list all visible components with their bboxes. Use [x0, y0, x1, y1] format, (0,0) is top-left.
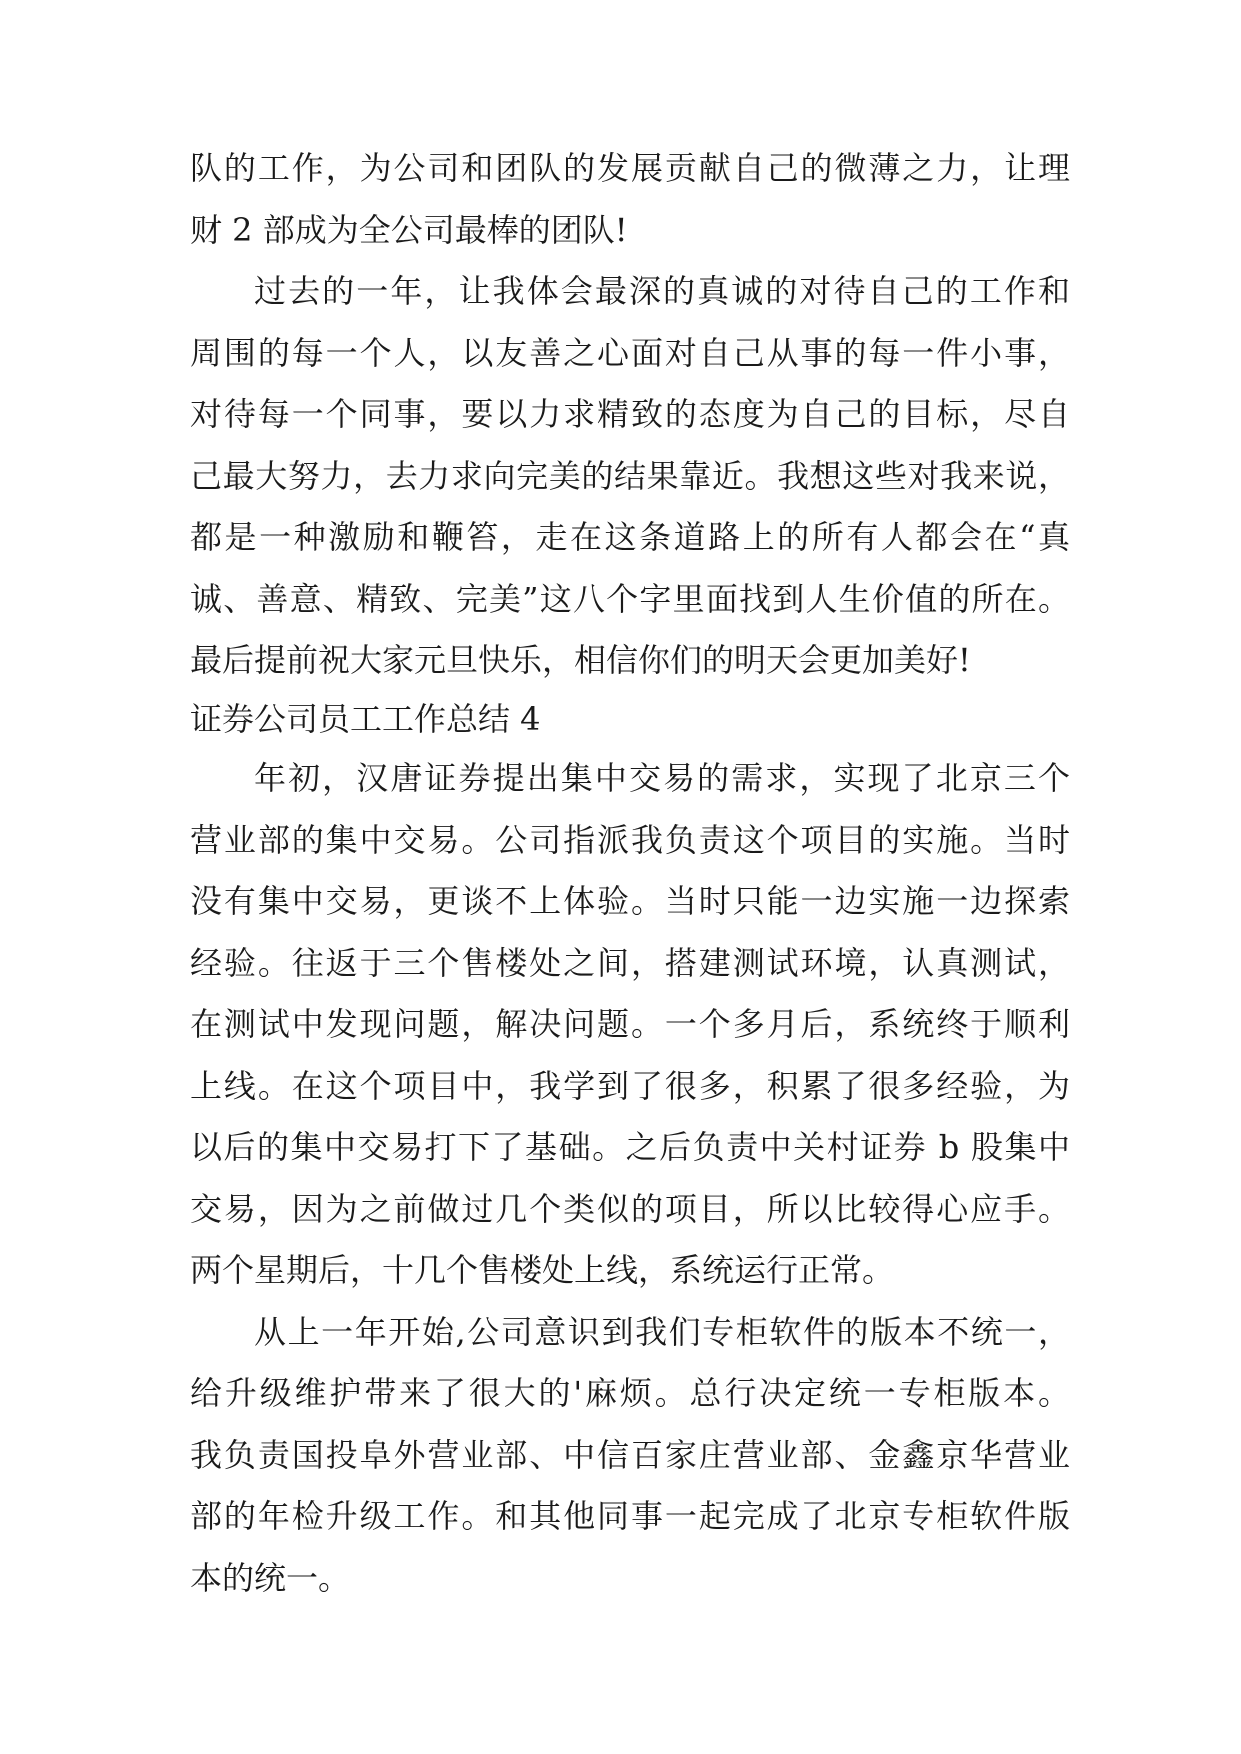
text-line: 从上一年开始,公司意识到我们专柜软件的版本不统一， — [254, 1313, 1070, 1351]
text-line: 周围的每一个人，以友善之心面对自己从事的每一件小事， — [190, 334, 1070, 372]
text-line: 交易，因为之前做过几个类似的项目，所以比较得心应手。 — [190, 1190, 1070, 1228]
text-line: 经验。往返于三个售楼处之间，搭建测试环境，认真测试， — [190, 944, 1070, 982]
text-line: 年初，汉唐证券提出集中交易的需求，实现了北京三个 — [254, 759, 1070, 797]
text-line: 财 2 部成为全公司最棒的团队! — [190, 211, 628, 249]
text-line: 队的工作，为公司和团队的发展贡献自己的微薄之力，让理 — [190, 149, 1070, 187]
text-line: 过去的一年，让我体会最深的真诚的对待自己的工作和 — [254, 272, 1070, 310]
text-line: 诚、善意、精致、完美”这八个字里面找到人生价值的所在。 — [190, 580, 1070, 618]
text-line: 本的统一。 — [190, 1559, 351, 1597]
text-line: 上线。在这个项目中，我学到了很多，积累了很多经验，为 — [190, 1067, 1070, 1105]
text-line: 以后的集中交易打下了基础。之后负责中关村证券 b 股集中 — [190, 1128, 1070, 1166]
text-line: 我负责国投阜外营业部、中信百家庄营业部、金鑫京华营业 — [190, 1436, 1070, 1474]
text-line: 在测试中发现问题，解决问题。一个多月后，系统终于顺利 — [190, 1005, 1070, 1043]
text-line: 两个星期后，十几个售楼处上线，系统运行正常。 — [190, 1251, 895, 1289]
text-line: 最后提前祝大家元旦快乐，相信你们的明天会更加美好! — [190, 641, 971, 679]
section-heading: 证券公司员工工作总结 4 — [190, 700, 541, 738]
text-line: 给升级维护带来了很大的'麻烦。总行决定统一专柜版本。 — [190, 1374, 1070, 1412]
text-line: 对待每一个同事，要以力求精致的态度为自己的目标，尽自 — [190, 395, 1070, 433]
text-line: 部的年检升级工作。和其他同事一起完成了北京专柜软件版 — [190, 1497, 1070, 1535]
text-line: 己最大努力，去力求向完美的结果靠近。我想这些对我来说， — [190, 457, 1070, 495]
text-line: 都是一种激励和鞭笞，走在这条道路上的所有人都会在“真 — [190, 518, 1070, 556]
text-line: 营业部的集中交易。公司指派我负责这个项目的实施。当时 — [190, 821, 1070, 859]
text-line: 没有集中交易，更谈不上体验。当时只能一边实施一边探索 — [190, 882, 1070, 920]
